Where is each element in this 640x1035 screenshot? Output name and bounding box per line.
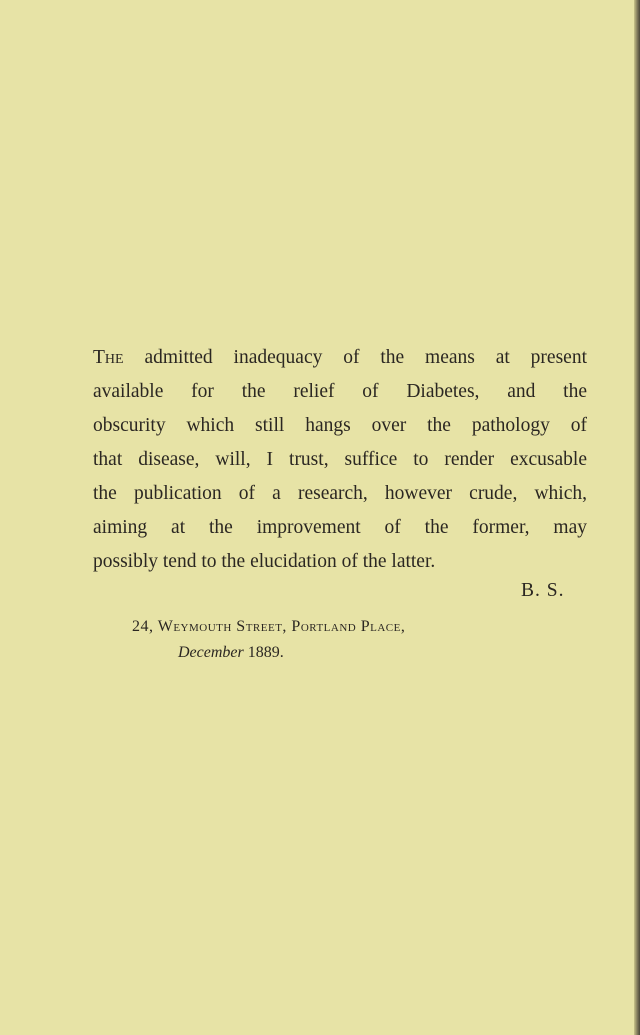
preface-line-1: The admitted inadequacy of the means at present: [93, 347, 587, 368]
date-year: 1889.: [243, 644, 284, 661]
preface-date: [178, 644, 284, 662]
author-initials: B. S.: [521, 580, 565, 601]
preface-line-5: the publication of a research, however crude, which,: [93, 483, 587, 504]
page-binding-edge: [634, 0, 640, 1035]
preface-line-6: aiming at the improvement of the former, may: [93, 517, 587, 538]
preface-paragraph: [93, 341, 587, 579]
preface-line-2: available for the relief of Diabetes, and the: [93, 381, 587, 402]
preface-lead-word: The: [93, 347, 124, 368]
preface-line-7: possibly tend to the elucidation of the latter.: [93, 551, 436, 572]
author-address: 24, Weymouth Street, Portland Place,: [132, 618, 406, 635]
preface-line-4: that disease, will, I trust, suffice to render excusable: [93, 449, 587, 470]
preface-line-3: obscurity which still hangs over the pathology of: [93, 415, 587, 436]
date-month: December: [178, 644, 244, 661]
